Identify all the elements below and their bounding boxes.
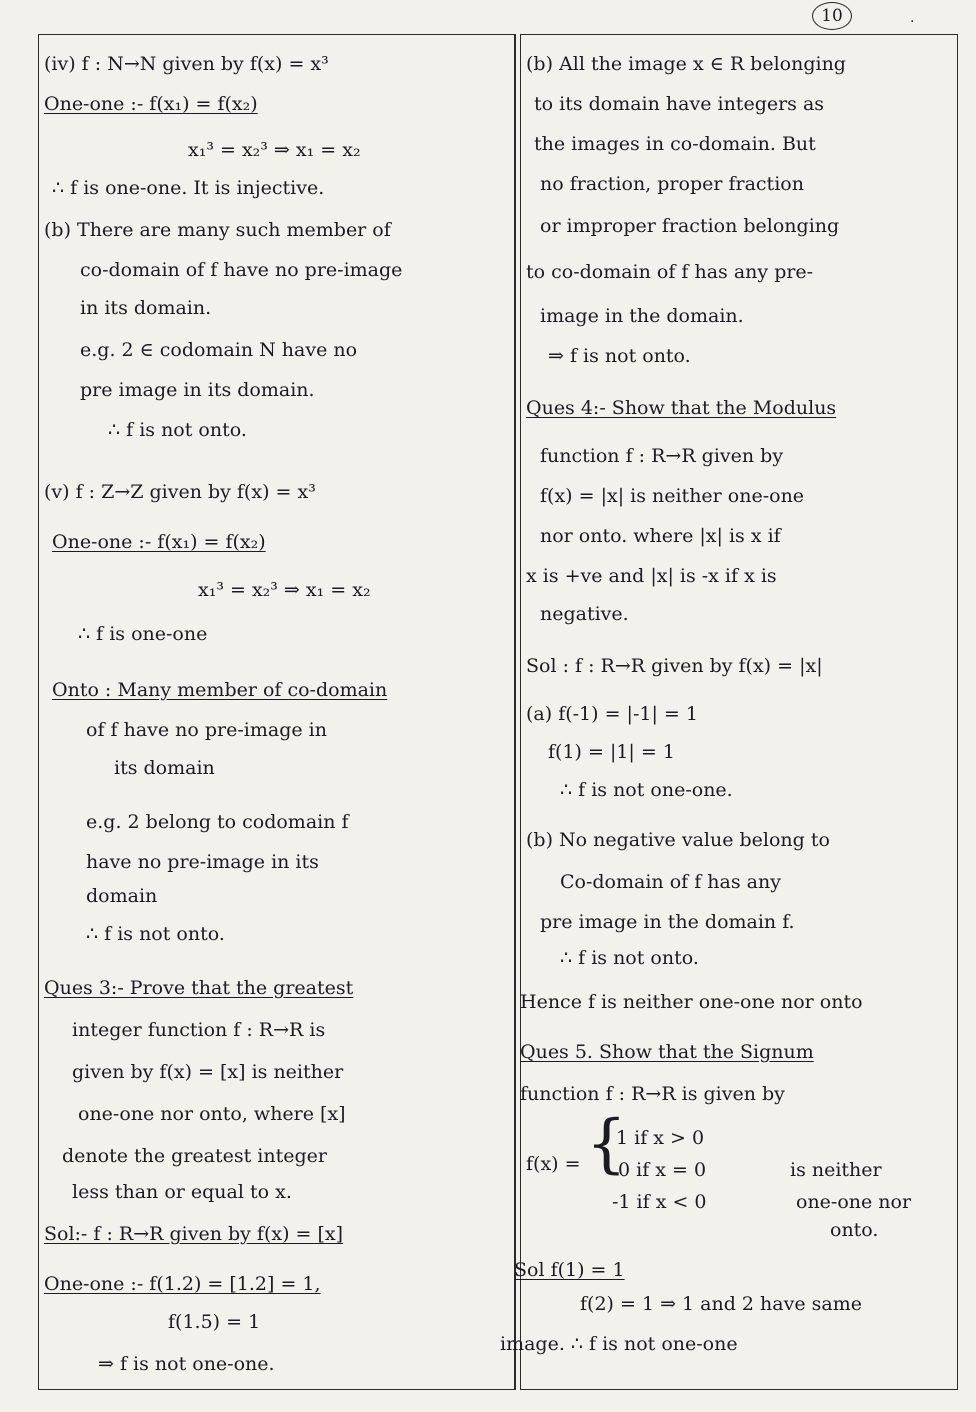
left-line-7: in its domain. bbox=[80, 297, 212, 319]
right-line-35: image. ∴ f is not one-one bbox=[500, 1333, 738, 1355]
left-line-20: domain bbox=[86, 885, 158, 907]
right-line-9: Ques 4:- Show that the Modulus bbox=[526, 397, 837, 419]
left-line-23: integer function f : R→R is bbox=[72, 1019, 326, 1041]
left-line-2: One-one :- f(x₁) = f(x₂) bbox=[44, 93, 258, 115]
column-divider bbox=[514, 34, 516, 1390]
left-line-1: (iv) f : N→N given by f(x) = x³ bbox=[44, 53, 329, 75]
right-line-32: onto. bbox=[830, 1219, 879, 1241]
right-line-13: x is +ve and |x| is -x if x is bbox=[526, 565, 777, 587]
right-line-27: 1 if x > 0 bbox=[616, 1127, 705, 1149]
right-line-18: ∴ f is not one-one. bbox=[560, 779, 733, 801]
left-line-4: ∴ f is one-one. It is injective. bbox=[52, 177, 325, 199]
left-line-10: ∴ f is not onto. bbox=[108, 419, 247, 441]
left-line-12: One-one :- f(x₁) = f(x₂) bbox=[52, 531, 266, 553]
left-line-18: e.g. 2 belong to codomain f bbox=[86, 811, 349, 833]
right-line-29: -1 if x < 0 bbox=[612, 1191, 707, 1213]
left-line-14: ∴ f is one-one bbox=[78, 623, 208, 645]
left-line-5: (b) There are many such member of bbox=[44, 219, 391, 241]
right-line-25: function f : R→R is given by bbox=[520, 1083, 785, 1105]
left-line-17: its domain bbox=[114, 757, 215, 779]
right-line-1: (b) All the image x ∈ R belonging bbox=[526, 53, 846, 75]
left-line-25: one-one nor onto, where [x] bbox=[78, 1103, 346, 1125]
left-line-16: of f have no pre-image in bbox=[86, 719, 327, 741]
right-line-31: one-one nor bbox=[796, 1191, 912, 1213]
right-line-12: nor onto. where |x| is x if bbox=[540, 525, 781, 547]
right-line-7: image in the domain. bbox=[540, 305, 744, 327]
right-line-20: Co-domain of f has any bbox=[560, 871, 781, 893]
left-line-31: ⇒ f is not one-one. bbox=[98, 1353, 275, 1375]
left-line-13: x₁³ = x₂³ ⇒ x₁ = x₂ bbox=[198, 579, 371, 601]
right-line-6: to co-domain of f has any pre- bbox=[526, 261, 814, 283]
right-line-30: is neither bbox=[790, 1159, 882, 1181]
right-line-26: f(x) = bbox=[526, 1153, 581, 1175]
right-line-4: no fraction, proper fraction bbox=[540, 173, 804, 195]
right-line-28: 0 if x = 0 bbox=[618, 1159, 707, 1181]
right-line-8: ⇒ f is not onto. bbox=[548, 345, 691, 367]
right-line-2: to its domain have integers as bbox=[534, 93, 825, 115]
right-line-3: the images in co-domain. But bbox=[534, 133, 816, 155]
right-line-17: f(1) = |1| = 1 bbox=[548, 741, 675, 763]
left-line-22: Ques 3:- Prove that the greatest bbox=[44, 977, 354, 999]
left-line-9: pre image in its domain. bbox=[80, 379, 315, 401]
right-line-11: f(x) = |x| is neither one-one bbox=[540, 485, 805, 507]
left-line-15: Onto : Many member of co-domain bbox=[52, 679, 388, 701]
right-line-34: f(2) = 1 ⇒ 1 and 2 have same bbox=[580, 1293, 862, 1315]
right-line-33: Sol f(1) = 1 bbox=[514, 1259, 625, 1281]
left-line-6: co-domain of f have no pre-image bbox=[80, 259, 403, 281]
right-line-15: Sol : f : R→R given by f(x) = |x| bbox=[526, 655, 823, 677]
right-line-19: (b) No negative value belong to bbox=[526, 829, 830, 851]
left-line-24: given by f(x) = [x] is neither bbox=[72, 1061, 344, 1083]
left-line-21: ∴ f is not onto. bbox=[86, 923, 225, 945]
left-line-19: have no pre-image in its bbox=[86, 851, 319, 873]
left-line-29: One-one :- f(1.2) = [1.2] = 1, bbox=[44, 1273, 321, 1295]
left-line-28: Sol:- f : R→R given by f(x) = [x] bbox=[44, 1223, 344, 1245]
left-line-27: less than or equal to x. bbox=[72, 1181, 292, 1203]
right-line-22: ∴ f is not onto. bbox=[560, 947, 699, 969]
left-line-3: x₁³ = x₂³ ⇒ x₁ = x₂ bbox=[188, 139, 361, 161]
right-line-23: Hence f is neither one-one nor onto bbox=[520, 991, 863, 1013]
right-line-21: pre image in the domain f. bbox=[540, 911, 795, 933]
left-line-8: e.g. 2 ∈ codomain N have no bbox=[80, 339, 358, 361]
left-line-11: (v) f : Z→Z given by f(x) = x³ bbox=[44, 481, 316, 503]
right-line-10: function f : R→R given by bbox=[540, 445, 784, 467]
piecewise-brace: { bbox=[586, 1107, 627, 1181]
left-line-30: f(1.5) = 1 bbox=[168, 1311, 261, 1333]
page-number: 10 bbox=[812, 2, 852, 30]
corner-mark: . bbox=[910, 10, 915, 26]
right-line-5: or improper fraction belonging bbox=[540, 215, 840, 237]
left-line-26: denote the greatest integer bbox=[62, 1145, 327, 1167]
right-line-14: negative. bbox=[540, 603, 629, 625]
right-line-16: (a) f(-1) = |-1| = 1 bbox=[526, 703, 698, 725]
right-line-24: Ques 5. Show that the Signum bbox=[520, 1041, 814, 1063]
